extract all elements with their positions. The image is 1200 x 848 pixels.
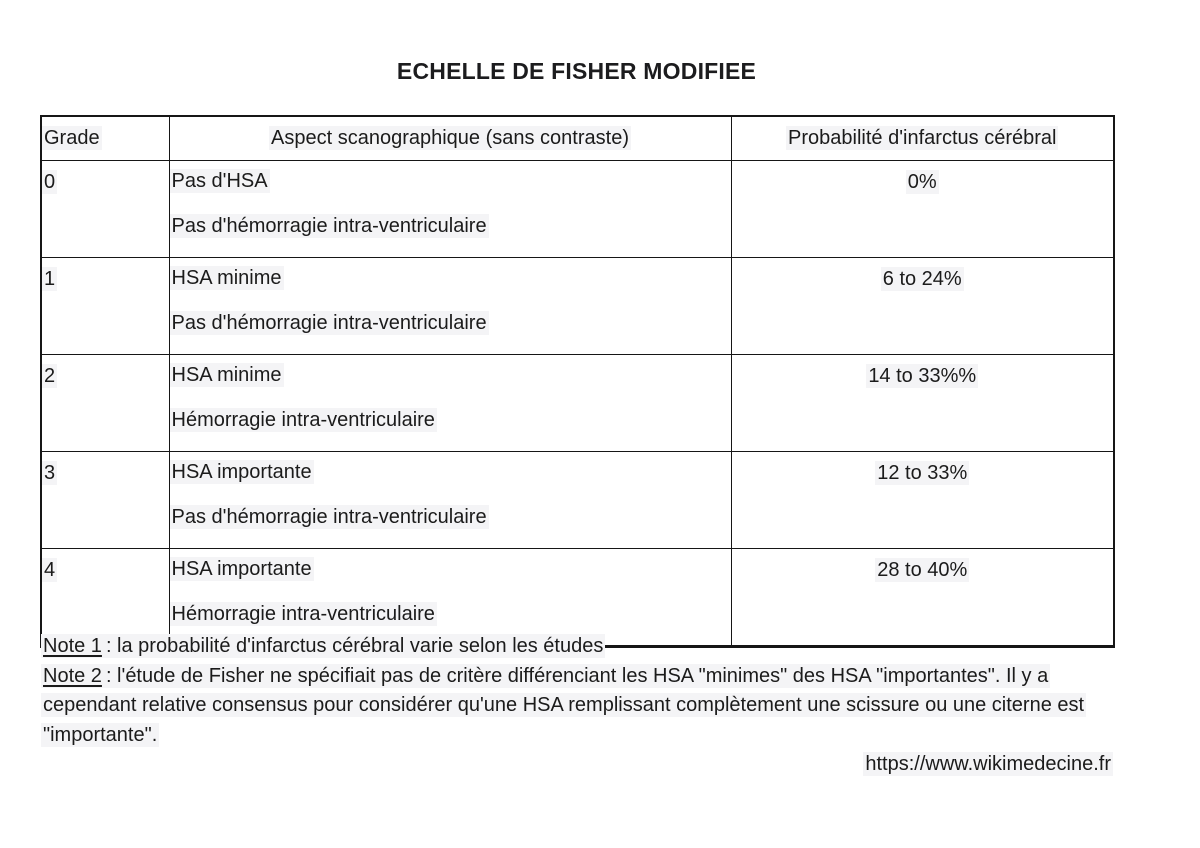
aspect-line: HSA importante — [171, 558, 312, 580]
note-1-text: : la probabilité d'infarctus cérébral varie selon les études — [105, 635, 604, 657]
aspect-line: Pas d'hémorragie intra-ventriculaire — [171, 506, 487, 528]
note-1 — [41, 632, 1116, 662]
note-1-label: Note 1 — [43, 635, 102, 657]
aspect-line: Pas d'hémorragie intra-ventriculaire — [171, 215, 487, 237]
grade-value: 1 — [44, 268, 56, 290]
grade-value: 4 — [44, 559, 56, 581]
aspect-line: Pas d'hémorragie intra-ventriculaire — [171, 312, 487, 334]
table-row — [41, 161, 1114, 258]
table-header-row — [41, 116, 1114, 161]
fisher-scale-table — [40, 115, 1115, 648]
note-2-label: Note 2 — [43, 664, 102, 687]
note-2-text: : l'étude de Fisher ne spécifiait pas de critère différenciant les HSA "minimes" des HSA "importantes". Il y a cependant relative consensus pour considérer qu'une HSA remplissant complètement une scissure ou une citerne est "importante". — [43, 664, 1085, 746]
probability-value: 12 to 33% — [877, 462, 968, 484]
probability-value: 28 to 40% — [877, 559, 968, 581]
column-header-probability-label: Probabilité d'infarctus cérébral — [788, 127, 1057, 149]
source-url-text: https://www.wikimedecine.fr — [865, 753, 1111, 775]
probability-cell — [731, 452, 1114, 549]
page-title: ECHELLE DE FISHER MODIFIEE — [396, 58, 757, 84]
aspect-cell — [169, 355, 731, 452]
aspect-cell — [169, 258, 731, 355]
column-header-aspect-label: Aspect scanographique (sans contraste) — [271, 127, 629, 149]
aspect-line: Pas d'HSA — [171, 170, 268, 192]
column-header-aspect — [169, 116, 731, 161]
probability-value: 14 to 33%% — [868, 365, 977, 387]
grade-cell — [41, 258, 169, 355]
aspect-line: Hémorragie intra-ventriculaire — [171, 603, 435, 625]
probability-value: 0% — [907, 171, 937, 193]
grade-cell — [41, 161, 169, 258]
aspect-cell — [169, 161, 731, 258]
source-url — [40, 753, 1113, 776]
grade-cell — [41, 355, 169, 452]
grade-value: 2 — [44, 365, 56, 387]
aspect-line: HSA minime — [171, 364, 282, 386]
aspect-cell — [169, 452, 731, 549]
column-header-grade-label: Grade — [44, 127, 100, 149]
grade-value: 3 — [44, 462, 56, 484]
note-2 — [41, 662, 1116, 751]
table-row — [41, 258, 1114, 355]
aspect-line: Hémorragie intra-ventriculaire — [171, 409, 435, 431]
column-header-probability — [731, 116, 1114, 161]
column-header-grade — [41, 116, 169, 161]
probability-cell — [731, 355, 1114, 452]
table-row — [41, 452, 1114, 549]
aspect-line: HSA minime — [171, 267, 282, 289]
probability-value: 6 to 24% — [882, 268, 962, 290]
grade-value: 0 — [44, 171, 56, 193]
grade-cell — [41, 452, 169, 549]
probability-cell — [731, 258, 1114, 355]
notes-section — [41, 632, 1116, 750]
table-row — [41, 355, 1114, 452]
aspect-line: HSA importante — [171, 461, 312, 483]
probability-cell — [731, 161, 1114, 258]
